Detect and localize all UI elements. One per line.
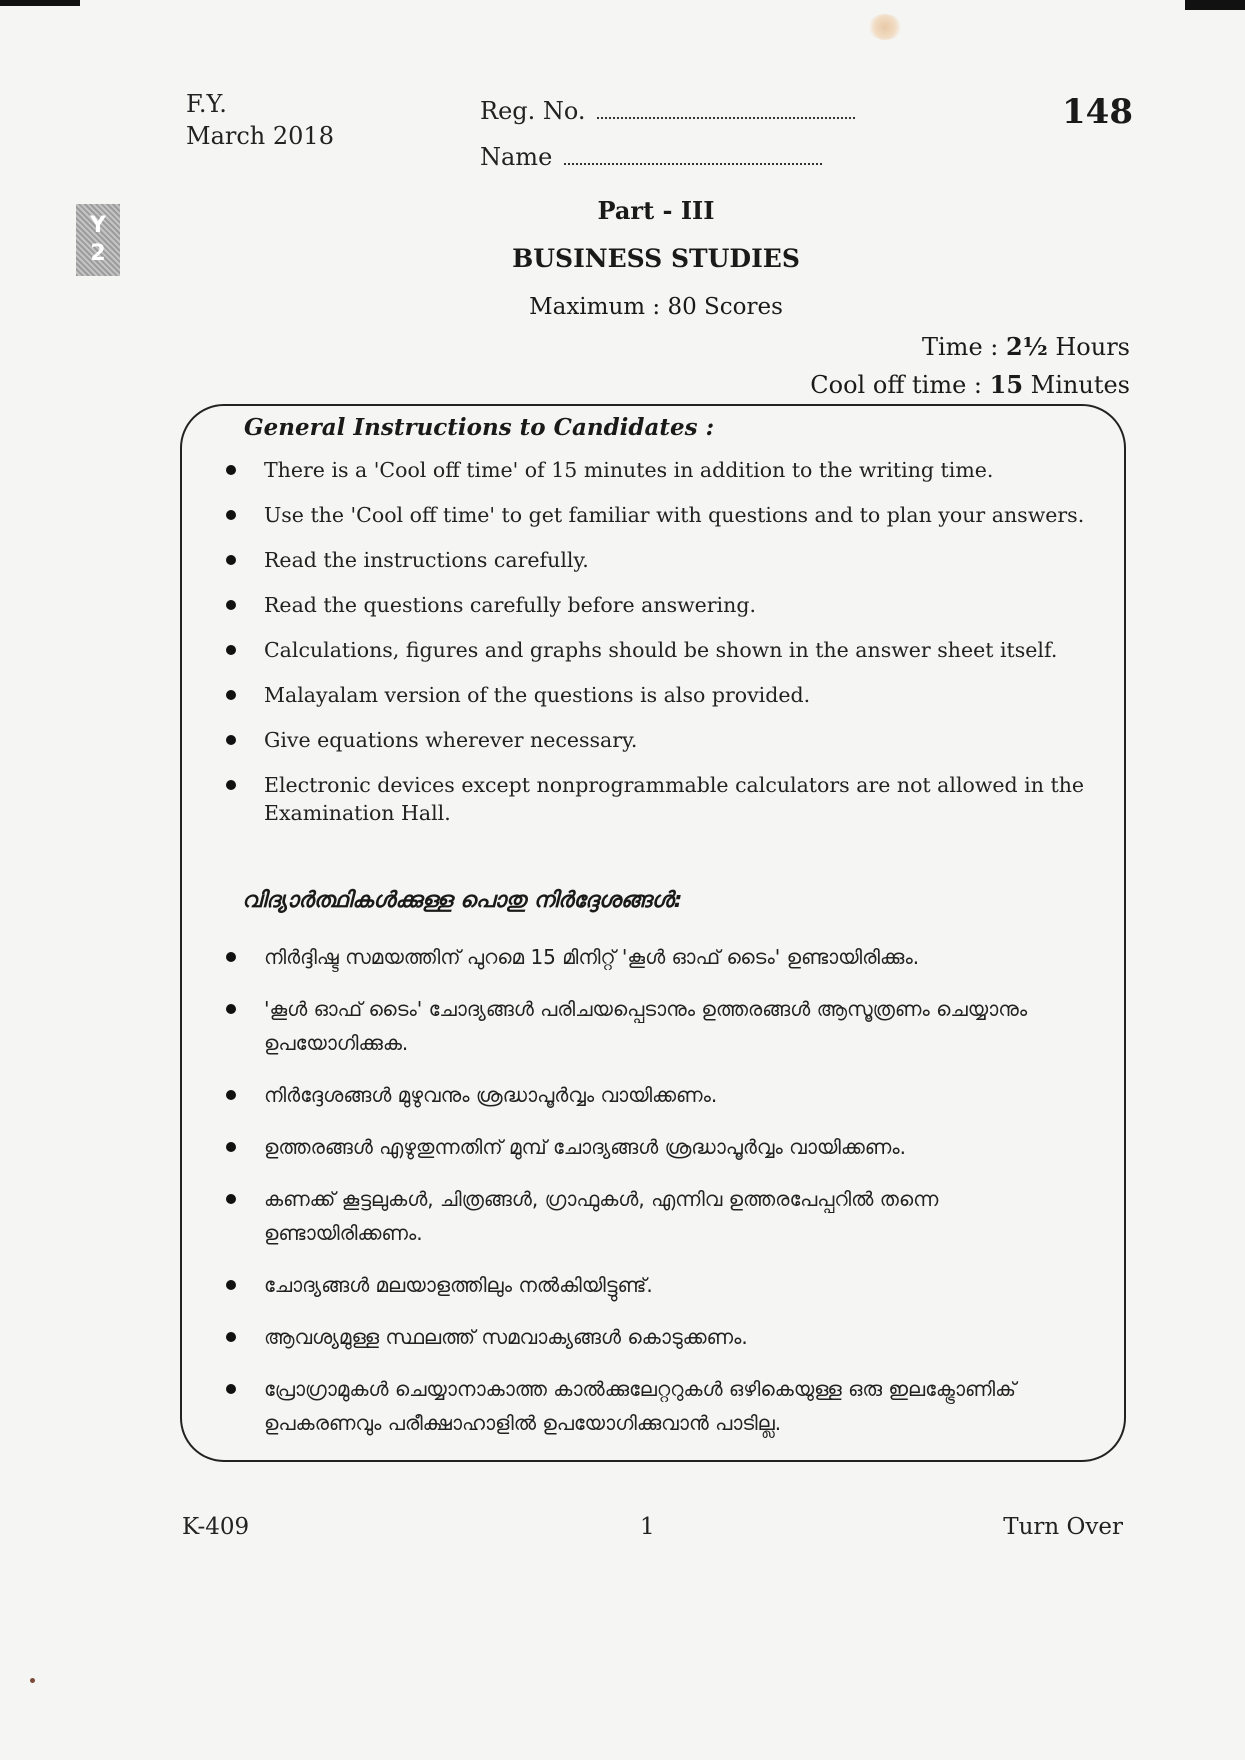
bullet-icon (226, 1090, 236, 1100)
list-item (222, 456, 1092, 484)
paper-number: 148 (1062, 92, 1133, 132)
instruction-text: Calculations, figures and graphs should be shown in the answer sheet itself. (264, 638, 1058, 662)
instruction-text: പ്രോഗ്രാമുകൾ ചെയ്യാനാകാത്ത കാൽക്കുലേറ്ററുകൾ ഒഴികെയുള്ള ഒരു ഇലക്ട്രോണിക് ഉപകരണവും പരീക്ഷാഹാളിൽ ഉപയോഗിക്കുവാൻ പാടില്ല. (264, 1377, 1016, 1435)
list-item (222, 940, 1092, 974)
bullet-icon (226, 1384, 236, 1394)
part-title: Part - III (597, 196, 715, 225)
instructions-heading: General Instructions to Candidates : (244, 414, 715, 441)
instructions-box (180, 404, 1126, 1462)
instruction-text: ചോദ്യങ്ങൾ മലയാളത്തിലും നൽകിയിട്ടുണ്ട്. (264, 1273, 653, 1297)
footer-code: K-409 (182, 1514, 250, 1540)
side-tab-line1: Y (90, 213, 106, 238)
list-item (222, 546, 1092, 574)
bullet-icon (226, 555, 236, 565)
scan-top-edge (0, 0, 1245, 8)
paper-speck (30, 1678, 35, 1683)
exam-session (186, 88, 334, 152)
bullet-icon (226, 1194, 236, 1204)
list-item (222, 1320, 1092, 1354)
instruction-text: 'കൂൾ ഓഫ് ടൈം' ചോദ്യങ്ങൾ പരിചയപ്പെടാനും ഉത്തരങ്ങൾ ആസൂത്രണം ചെയ്യാനും ഉപയോഗിക്കുക. (264, 997, 1028, 1055)
time-value: 2½ (1006, 332, 1048, 361)
time-unit: Hours (1047, 333, 1130, 361)
instruction-text: Electronic devices except nonprogrammable calculators are not allowed in the Examination Hall. (264, 773, 1085, 825)
exam-code-line1: F.Y. (186, 90, 227, 118)
instruction-text: There is a 'Cool off time' of 15 minutes in addition to the writing time. (264, 458, 994, 482)
name-field[interactable] (564, 145, 822, 165)
bullet-icon (226, 952, 236, 962)
english-instructions-list (222, 456, 1092, 844)
name-label: Name (480, 143, 553, 171)
time-label: Time : (922, 333, 1006, 361)
list-item (222, 992, 1092, 1060)
malayalam-instructions-heading: വിദ്യാർത്ഥികൾക്കുള്ള പൊതു നിർദ്ദേശങ്ങൾ: (242, 888, 683, 913)
instruction-text: Read the instructions carefully. (264, 548, 589, 572)
bullet-icon (226, 510, 236, 520)
instruction-text: Malayalam version of the questions is also provided. (264, 683, 811, 707)
reg-no-label: Reg. No. (480, 97, 586, 125)
list-item (222, 636, 1092, 664)
subject-title: BUSINESS STUDIES (512, 244, 800, 273)
reg-no-field[interactable] (597, 99, 855, 119)
maximum-scores: Maximum : 80 Scores (529, 294, 783, 320)
list-item (222, 501, 1092, 529)
candidate-details (480, 88, 855, 180)
list-item (222, 1268, 1092, 1302)
malayalam-instructions-list (222, 940, 1092, 1458)
instruction-text: നിർദ്ദേശങ്ങൾ മുഴുവനും ശ്രദ്ധാപൂർവ്വം വായിക്കണം. (264, 1083, 718, 1107)
list-item (222, 591, 1092, 619)
cool-off-unit: Minutes (1023, 371, 1130, 399)
cool-off-label: Cool off time : (810, 371, 990, 399)
bullet-icon (226, 600, 236, 610)
instruction-text: ആവശ്യമുള്ള സ്ഥലത്ത് സമവാക്യങ്ങൾ കൊടുക്കണം. (264, 1325, 748, 1349)
turn-over-label: Turn Over (1003, 1514, 1123, 1540)
bullet-icon (226, 1332, 236, 1342)
time-row (810, 328, 1130, 366)
reg-no-row (480, 88, 855, 134)
paper-stain (868, 14, 902, 40)
instruction-text: Give equations wherever necessary. (264, 728, 638, 752)
list-item (222, 726, 1092, 754)
list-item (222, 1130, 1092, 1164)
instruction-text: Use the 'Cool off time' to get familiar with questions and to plan your answers. (264, 503, 1085, 527)
bullet-icon (226, 1004, 236, 1014)
scan-edge-mark-left (0, 0, 80, 6)
cool-off-value: 15 (989, 370, 1024, 399)
list-item (222, 1078, 1092, 1112)
list-item (222, 1372, 1092, 1440)
bullet-icon (226, 735, 236, 745)
bullet-icon (226, 780, 236, 790)
bullet-icon (226, 1142, 236, 1152)
instruction-text: Read the questions carefully before answering. (264, 593, 756, 617)
bullet-icon (226, 690, 236, 700)
list-item (222, 1182, 1092, 1250)
bullet-icon (226, 1280, 236, 1290)
page-number: 1 (640, 1514, 655, 1540)
instruction-text: ഉത്തരങ്ങൾ എഴുതുന്നതിന് മുമ്പ് ചോദ്യങ്ങൾ ശ്രദ്ധാപൂർവ്വം വായിക്കണം. (264, 1135, 906, 1159)
bullet-icon (226, 645, 236, 655)
list-item (222, 771, 1092, 827)
list-item (222, 681, 1092, 709)
time-info (810, 328, 1130, 404)
bullet-icon (226, 465, 236, 475)
name-row (480, 134, 855, 180)
scan-edge-mark-right (1185, 0, 1245, 10)
cool-off-row (810, 366, 1130, 404)
instruction-text: നിർദ്ദിഷ്ട സമയത്തിന് പുറമെ 15 മിനിറ്റ് 'കൂൾ ഓഫ് ടൈം' ഉണ്ടായിരിക്കും. (264, 945, 920, 969)
side-tab-line2: 2 (90, 241, 106, 266)
instruction-text: കണക്ക് കൂട്ടലുകൾ, ചിത്രങ്ങൾ, ഗ്രാഫുകൾ, എന്നിവ ഉത്തരപേപ്പറിൽ തന്നെ ഉണ്ടായിരിക്കണം. (264, 1187, 939, 1245)
exam-code-line2: March 2018 (186, 122, 334, 150)
